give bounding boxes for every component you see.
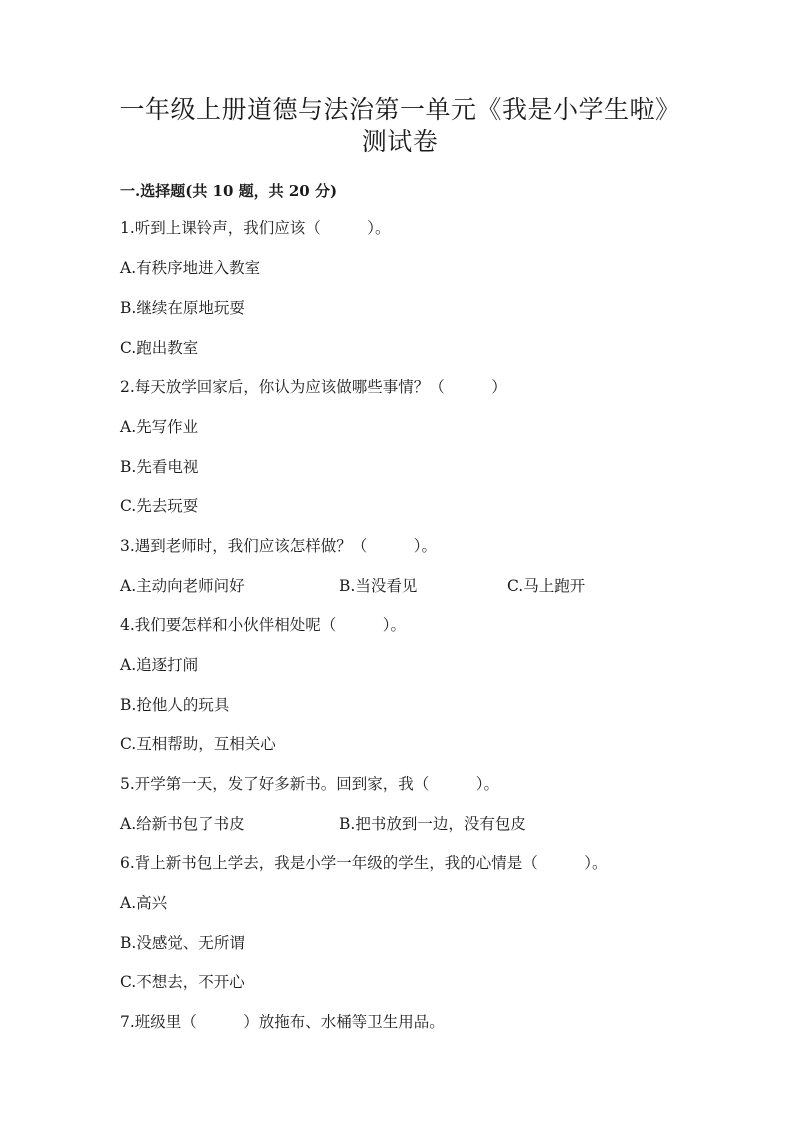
- question-stem: 4.我们要怎样和小伙伴相处呢（ ）。: [120, 616, 407, 634]
- question-stem: 1.听到上课铃声，我们应该（ ）。: [120, 219, 391, 237]
- answer-option: B.抢他人的玩具: [120, 696, 230, 714]
- answer-option: C.马上跑开: [507, 577, 586, 595]
- answer-option: A.主动向老师问好: [120, 577, 245, 595]
- answer-option: B.没感觉、无所谓: [120, 934, 245, 952]
- answer-option: B.继续在原地玩耍: [120, 299, 245, 317]
- document-title-line1: 一年级上册道德与法治第一单元《我是小学生啦》: [119, 95, 681, 124]
- answer-options-row: [120, 576, 720, 596]
- answer-option: A.先写作业: [120, 418, 199, 436]
- answer-option: A.高兴: [120, 894, 168, 912]
- answer-option: B.先看电视: [120, 458, 199, 476]
- answer-option: A.追逐打闹: [120, 656, 199, 674]
- question-stem: 7.班级里（ ）放拖布、水桶等卫生用品。: [120, 1013, 445, 1031]
- question-stem: 3.遇到老师时，我们应该怎样做？（ ）。: [120, 537, 438, 555]
- question-stem: 6.背上新书包上学去，我是小学一年级的学生，我的心情是（ ）。: [120, 854, 608, 872]
- answer-option: A.有秩序地进入教室: [120, 259, 261, 277]
- answer-option: B.把书放到一边，没有包皮: [339, 815, 526, 833]
- section-heading: 一.选择题(共 10 题，共 20 分): [120, 182, 338, 200]
- answer-option: C.互相帮助，互相关心: [120, 735, 276, 753]
- answer-option: C.先去玩耍: [120, 497, 199, 515]
- document-title-line2: 测试卷: [361, 127, 439, 156]
- answer-option: C.跑出教室: [120, 339, 199, 357]
- question-stem: 2.每天放学回家后，你认为应该做哪些事情？（ ）: [120, 378, 507, 396]
- answer-option: C.不想去，不开心: [120, 973, 245, 991]
- answer-option: B.当没看见: [339, 577, 418, 595]
- question-stem: 5.开学第一天，发了好多新书。回到家，我（ ）。: [120, 775, 500, 793]
- answer-option: A.给新书包了书皮: [120, 815, 245, 833]
- answer-options-row: [120, 814, 720, 834]
